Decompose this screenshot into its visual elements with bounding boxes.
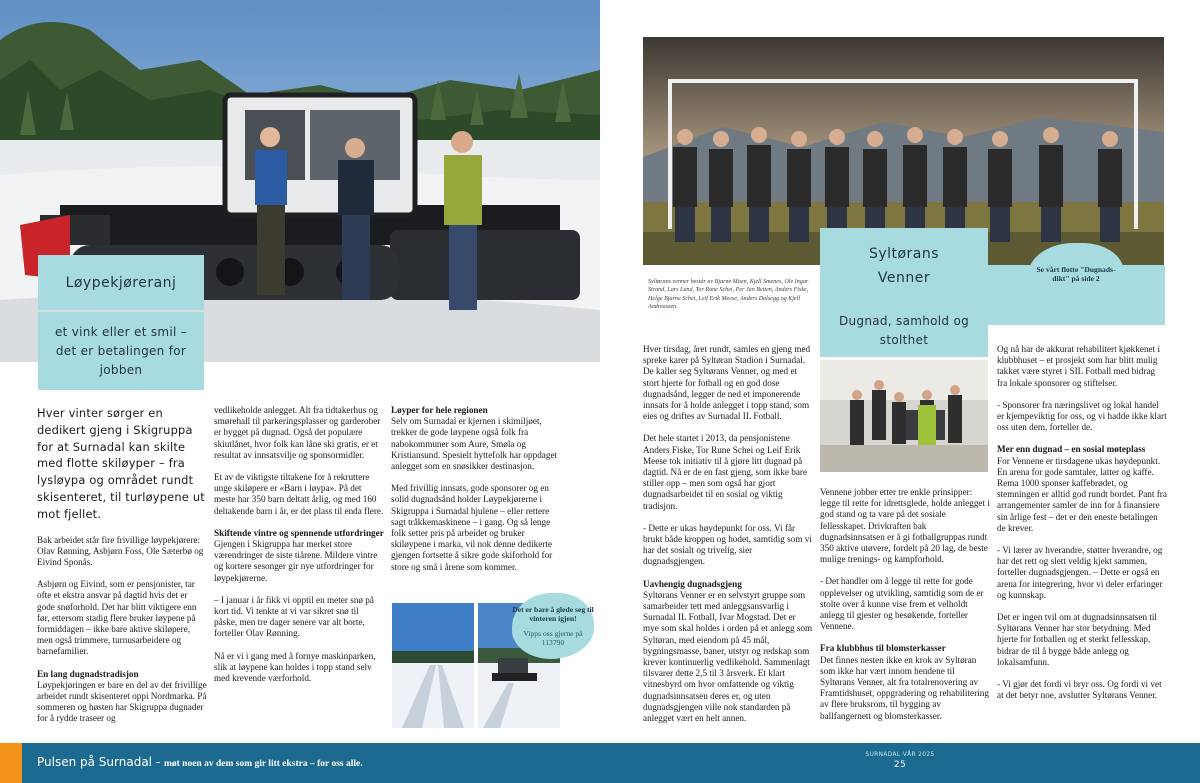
section-heading: Fra klubbhus til blomsterkasser [820, 643, 946, 654]
body-paragraph: - Vi lærer av hverandre, støtter hverandre, og har det rett og slett veldig kjekt sammen, forteller dugnadsgjengen. – Dette er også en arena for integrering, hvor vi deler erfaringer og kunnskap. [997, 545, 1163, 600]
body-paragraph: Gjengen i Skigruppa har merket store værendringer de siste tiårene. Mildere vintre og kortere sesonger gir nye utfordringer for løypekjørerne. [214, 539, 378, 583]
right-article-title [820, 228, 988, 303]
ski-trail-photo [392, 603, 474, 728]
dugnads-dikt-bubble [1028, 243, 1124, 305]
body-paragraph: Syltørans Venner er en selvstyrt gruppe som samarbeider tett med anleggsansvarlig i Surnadal IL Fotball, Ivar Mogstad. Det er mye som skal holdes i orden på et anlegg som Syltøran, med eiendom på 45 mål, bygningsmasse, baner, utstyr og redskap som krever kontinuerlig vedlikehold. Sammenlagt tilsvarer dette 2,5 til 3 årsverk. Et klart vitnesbyrd om hvor omfattende og viktig dugnadsinnsatsen deres er, og uten dugnadsgjengen ville nok standarden på anlegget vært en helt annen. [643, 589, 813, 724]
body-paragraph: Og nå har de akkurat rehabilitert kjøkkenet i klubbhuset – et prosjekt som har blitt mulig takket være styret i SIL Fotball med bidrag fra lokale sponsorer og stiftelser. [997, 344, 1161, 388]
left-article-subtitle: et vink eller et smil – det er betalingen for jobben [38, 312, 204, 390]
body-paragraph: Med frivillig innsats, gode sponsorer og en solid dugnadsånd holder Løypekjørerne i Skigruppa i Surnadal hjulene – eller rettere sagt tråkkemaskinene – i gang. Og så lenge folk setter pris på arbeidet og bruker skiløypene i marka, vil nok denne dedikerte gjengen fortsette å sikre gode skiforhold for store og små i årene som kommer. [391, 483, 553, 572]
footer-brand [37, 755, 363, 769]
body-paragraph: Et av de viktigste tiltakene for å rekruttere unge skiløpere er «Barn i løypa». På det meste har 350 barn deltatt årlig, og med 160 deltakende barn i år, er det plass til enda flere. [214, 472, 384, 516]
body-paragraph: Nå er vi i gang med å fornye maskinparken, slik at løypene kan holdes i topp stand selv med krevende værforhold. [214, 650, 376, 684]
footer-issue: SURNADAL VÅR 2025 [865, 752, 935, 758]
body-paragraph: vedlikeholde anlegget. Alt fra tidtakerhus og smørehall til parkeringsplasser og garderober er bygget på dugnad. Også det populære skiutlånet, hvor folk kan låne ski gratis, er et resultat av innsatsvilje og sponsormidler. [214, 405, 381, 460]
left-article-title: Løypekjøreranj [38, 255, 204, 310]
footer-accent [0, 743, 22, 783]
section-heading: Uavhengig dugnadsgjeng [643, 578, 742, 589]
body-paragraph: - Sponsorer fra næringslivet og lokal handel er kjempeviktig for oss, og vi hadde ikke klart oss uten dem, forteller de. [997, 399, 1167, 433]
body-paragraph: - Dette er ukas høydepunkt for oss. Vi får brukt både kroppen og hodet, samtidig som vi har det sosialt og trivelig, sier dugnadsgjengen. [643, 522, 812, 567]
right-article-title-text: Syltørans Venner [868, 245, 940, 286]
footer-page-info [840, 750, 960, 770]
body-paragraph: Hver tirsdag, året rundt, samles en gjeng med spreke karer på Syltøran Stadion i Surnadal. De kaller seg Syltørans Venner, og med et stort hjerte for fotball og en god dose dugnadsånd, legger de ned et imponerende innsats for å holde anlegget i topp stand, som eies og driftes av Surnadal IL Fotball. [643, 344, 811, 422]
footer-tagline: møt noen av dem som gir litt ekstra – for oss alle. [163, 759, 363, 769]
left-column-3 [391, 405, 563, 584]
group-photo-caption: Syltørans venner består av Bjarne Moen, Kjell Smenes, Ole Ingar Strand, Lars Lund, Tor Rune Schei, Per Jan Betten, Anders Fiske, Helge Bjarne Schei, Leif Erik Meese, Anders Dalsegg og Kjell Andreassen. [648, 279, 809, 311]
right-column-1 [643, 344, 813, 735]
kitchen-photo [820, 360, 988, 472]
left-column-2 [214, 405, 384, 695]
body-paragraph: – I januar i år fikk vi opptil en meter snø på kort tid. Vi tenkte at vi var sikret snø til påske, men tre dager senere var alt borte, forteller Olav Rønning. [214, 594, 374, 639]
page-footer [0, 743, 1200, 783]
left-column-1 [37, 405, 207, 736]
body-paragraph: Det finnes nesten ikke en krok av Syltøran som ikke har vært innom hendene til Syltørans Venner, alt fra totalrenovering av Framtidshuset, oppgradering og rehabilitering av flere bruksrom, til bygging av ballfangernett og blomsterkasser. [820, 654, 989, 721]
right-column-3 [997, 344, 1167, 712]
page-number: 25 [893, 760, 907, 770]
body-paragraph: For Vennene er tirsdagene ukas høydepunkt. En arena for gode samtaler, latter og kaffe. Rema 1000 sponser kaffebrødet, og stemningen er alltid god rundt bordet. Pant fra arrangementer samler de inn for å finansiere sin årlige fest – det er den eneste betalingen de krever. [997, 455, 1167, 533]
vipps-bubble [512, 593, 594, 659]
dugnads-dikt-text: Se vårt flotte "Dugnads-dikt" på side 2 [1036, 264, 1116, 283]
section-heading: Løyper for hele regionen [391, 405, 488, 415]
section-heading: En lang dugnadstradisjon [37, 668, 139, 679]
body-paragraph: Vennene jobber etter tre enkle prinsipper: legge til rette for idrettsglede, holde anlegget i god stand og ta vare på det sosiale fellesskapet. Drivkraften bak dugnadsinnsatsen er å gi fotballgruppas rundt 350 aktive utøvere, fordelt på 20 lag, de beste mulige trenings- og kampforhold. [820, 487, 990, 565]
body-paragraph: - Det handler om å legge til rette for gode opplevelser og utvikling, samtidig som de er stolte over å kunne vise frem et velholdt anlegg til gjester og besøkende, forteller Vennene. [820, 576, 984, 632]
vipps-bubble-headline: Det er bare å glede seg til vinteren igjen! [512, 604, 594, 623]
vipps-bubble-number: Vipps oss gjerne på 113790 [523, 628, 583, 647]
body-paragraph: Det er ingen tvil om at dugnadsinnsatsen til Syltørans Venner har stor betydning. Med hjerte for fotballen og et sterkt fellesskap, bidrar de til å bygge både anlegg og lokalsamfunn. [997, 612, 1157, 667]
section-heading: Mer enn dugnad – en sosial møteplass [997, 444, 1146, 455]
body-paragraph: Løypekjøringen er bare en del av det frivillige arbeidet rundt skisenteret oppi Nordmarka. På sommeren og høsten har Skigruppa dugnader for å rydde traseer og [37, 679, 207, 724]
right-article-subtitle: Dugnad, samhold og stolthet [820, 305, 988, 357]
section-heading: Skiftende vintre og spennende utfordringer [214, 527, 384, 538]
body-paragraph: Asbjørn og Eivind, som er pensjonister, tar ofte et ekstra ansvar på dagtid hvis det er gode snøforhold. Det har blitt viktigere enn før, ettersom stadig flere bruker løypene på formiddagen – ikke bare aktive skiløpere, men også trimmere, turnusarbeidere og barnefamilier. [37, 579, 197, 657]
right-column-2 [820, 487, 990, 733]
body-paragraph: Det hele startet i 2013, da pensjonistene Anders Fiske, Tor Rune Schei og Leif Erik Meese tok initiativ til å gjøre litt dugnad på dagtid. Nå er de en fast gjeng, som ikke bare stiller opp – men som også har gjort dugnadsarbeidet til en sosial og viktig tradisjon. [643, 433, 808, 511]
footer-brand-name: Pulsen på Surnadal - [37, 755, 164, 769]
body-paragraph: - Vi gjør det fordi vi bryr oss. Og fordi vi vet at det betyr noe, avslutter Syltørans Venner. [997, 679, 1162, 701]
body-paragraph: Selv om Surnadal er kjernen i skimiljøet, trekker de gode løypene også folk fra nabokommuner som Aure, Smøla og Kristiansund. Spesielt hyttefolk har oppdaget anlegget som en snøsikker destinasjon. [391, 416, 558, 472]
left-lead-paragraph: Hver vinter sørger en dedikert gjeng i Skigruppa for at Surnadal kan skilte med flotte skiløyper – fra lysløypa og området rundt skisenteret, til turløypene ut mot fjellet. [37, 406, 205, 521]
body-paragraph: Bak arbeidet står fire frivillige løypekjørere: Olav Rønning, Asbjørn Foss, Ole Sæterbø og Eivind Sponås. [37, 534, 204, 567]
